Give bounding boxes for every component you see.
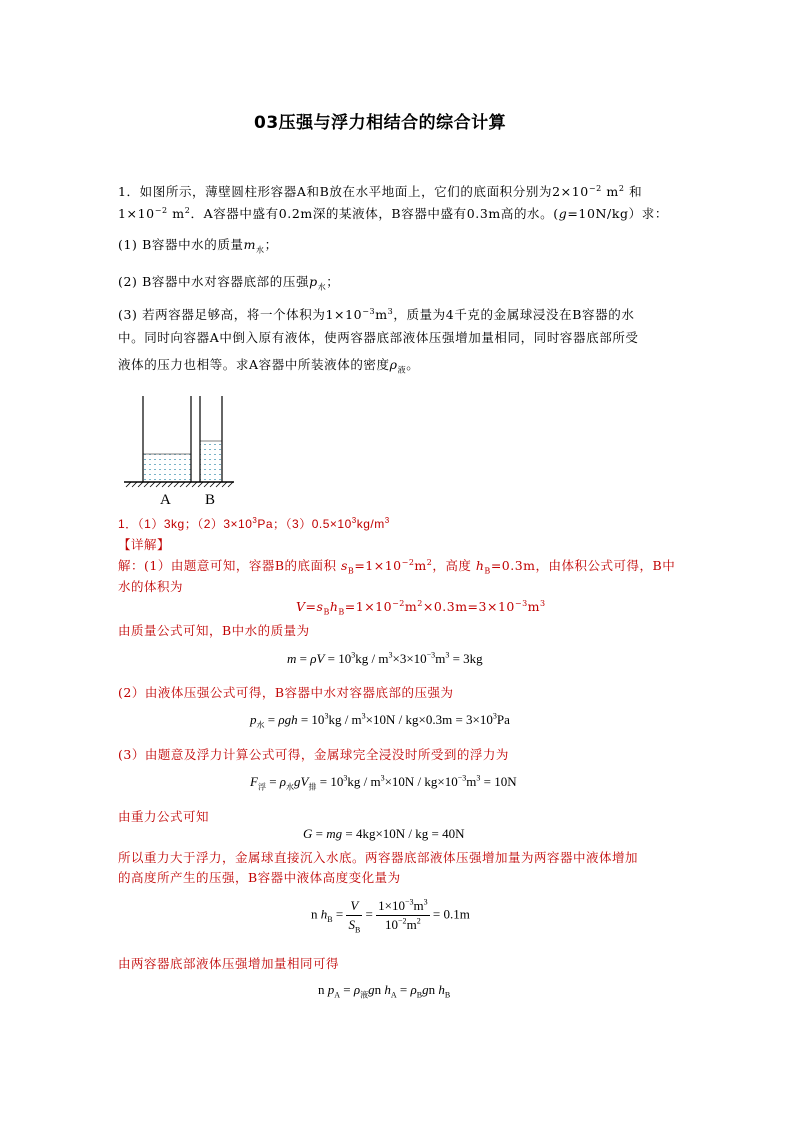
- question-part-1: (1) B容器中水的质量$m_水$；: [118, 237, 278, 255]
- formula-pressure: $p_水 = \rho gh = 10^3kg / m^3\times 10N / kg\times 0.3m = 3\times 10^3Pa$: [250, 711, 510, 730]
- solution-1-line-2: 水的体积为: [118, 579, 184, 594]
- formula-buoyancy: $F_浮 = \rho_水gV_排 = 10^3kg / m^3\times 10N / kg\times 10^{-3}m^3 = 10N$: [250, 773, 517, 792]
- liquid-b-fill: [200, 441, 222, 482]
- question-line-2: $1\times 10^{-2}$ $m^2$．A容器中盛有0.2m深的某液体，B容器中盛有0.3m高的水。(g=10N/kg）求：: [118, 205, 668, 221]
- question-line-1: 1．如图所示，薄壁圆柱形容器A和B放在水平地面上，它们的底面积分别为$2\times 10^{-2}$ $m^2$ 和: [118, 183, 643, 199]
- question-part-3-line-3: 液体的压力也相等。求A容器中所装液体的密度$\rho_液$。: [118, 357, 420, 375]
- label-a: A: [160, 492, 171, 508]
- formula-equal-pressure: n $p_A = \rho_液gn$ $h_A = \rho_Bgn$ $h_B$: [318, 982, 451, 1000]
- answer-summary: 1．（1）3kg；$(2)3\times 10^3Pa$；$(3)0.5\times 10^3kg/m^3$: [118, 516, 390, 531]
- solution-3-line-5: 由两容器底部液体压强增加量相同可得: [118, 956, 340, 971]
- solution-1-line-1: 解：(1）由题意可知，容器B的底面积 $s_B=1\times 10^{-2}m^2$，高度 $h_B=0.3m$，由体积公式可得，B中: [118, 557, 676, 576]
- container-figure: [118, 392, 238, 508]
- solution-2-line: (2）由液体压强公式可得，B容器中水对容器底部的压强为: [118, 685, 454, 700]
- solution-3-line-2: 由重力公式可知: [118, 809, 210, 824]
- formula-height: n $h_B$ = $\frac{V}{S_B}$ = $\frac{1\times 10^{-3}m^3}{10^{-2}m^2}$ = 0.1m: [311, 897, 470, 935]
- question-part-3-line-1: (3) 若两容器足够高，将一个体积为$1\times 10^{-3}m^3$，质量为4千克的金属球浸没在B容器的水: [118, 306, 635, 322]
- solution-1-line-3: 由质量公式可知，B中水的质量为: [118, 623, 310, 638]
- label-b: B: [205, 492, 216, 508]
- formula-mass: $m = \rho V = 10^3kg / m^3\times 3\times 10^{-3}m^3 = 3kg$: [287, 650, 483, 666]
- formula-volume: $V=s_Bh_B=1\times 10^{-2}m^2\times 0.3m=3\times 10^{-3}m^3$: [296, 598, 546, 617]
- solution-3-line-1: (3）由题意及浮力计算公式可得，金属球完全浸没时所受到的浮力为: [118, 747, 509, 762]
- liquid-a-fill: [143, 454, 191, 482]
- solution-3-line-3: 所以重力大于浮力，金属球直接沉入水底。两容器底部液体压强增加量为两容器中液体增加: [118, 850, 639, 865]
- question-part-3-line-2: 中。同时向容器A中倒入原有液体，使两容器底部液体压强增加量相同，同时容器底部所受: [118, 330, 639, 345]
- formula-gravity: G = mg = 4kg×10N / kg = 40N: [303, 826, 465, 841]
- detail-label: 【详解】: [118, 537, 171, 552]
- page-title: 03压强与浮力相结合的综合计算: [254, 113, 507, 133]
- solution-3-line-4: 的高度所产生的压强，B容器中液体高度变化量为: [118, 870, 401, 885]
- question-part-2: (2) B容器中水对容器底部的压强$p_水$；: [118, 274, 340, 292]
